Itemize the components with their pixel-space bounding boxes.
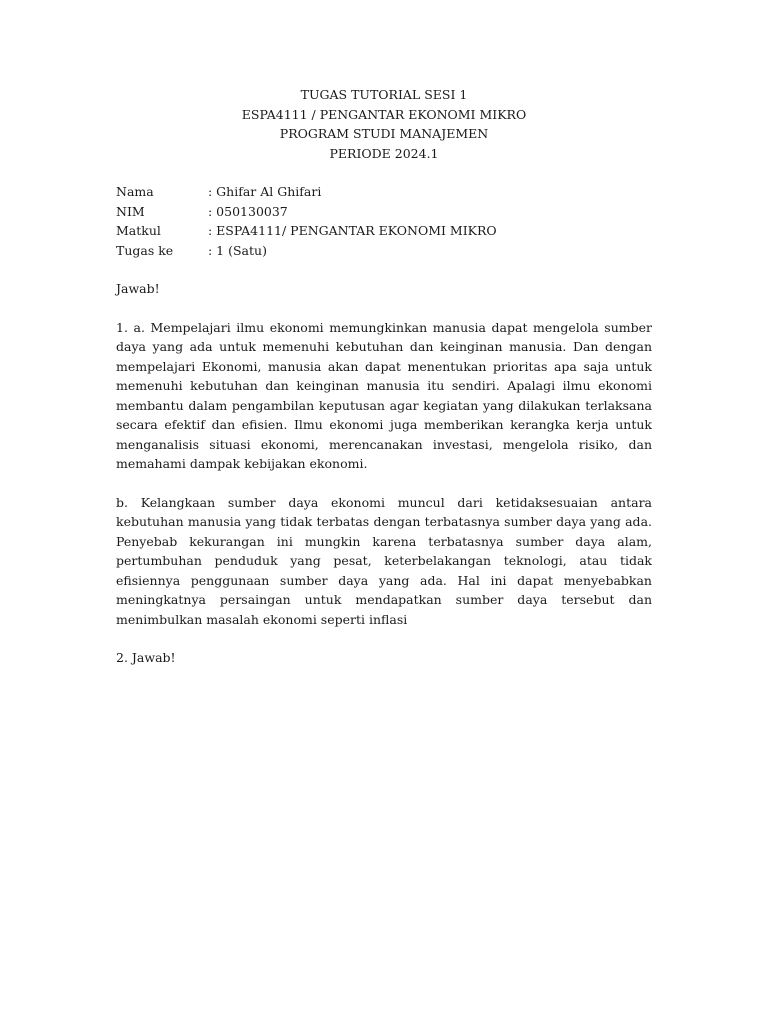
document-header bbox=[116, 85, 652, 163]
answer-text: Jawab! bbox=[131, 650, 176, 665]
info-value: : 050130037 bbox=[208, 203, 288, 219]
info-label: NIM bbox=[116, 203, 145, 219]
answer-1a bbox=[116, 318, 652, 474]
student-info bbox=[116, 182, 652, 260]
answer-2 bbox=[116, 648, 652, 668]
info-row-name bbox=[116, 182, 652, 202]
info-value: : ESPA4111/ PENGANTAR EKONOMI MIKRO bbox=[208, 223, 497, 238]
answer-number: 2. bbox=[116, 650, 128, 665]
document-page bbox=[116, 85, 652, 668]
info-row-course bbox=[116, 221, 652, 241]
info-label: Matkul bbox=[116, 223, 161, 238]
info-label: Nama bbox=[116, 184, 154, 199]
header-course: ESPA4111 / PENGANTAR EKONOMI MIKRO bbox=[241, 106, 527, 122]
answer-number: 1. bbox=[116, 319, 128, 335]
header-program: PROGRAM STUDI MANAJEMEN bbox=[279, 126, 489, 141]
answer-heading: Jawab! bbox=[116, 281, 160, 296]
info-row-nim bbox=[116, 202, 652, 222]
info-label: Tugas ke bbox=[116, 242, 174, 258]
answer-text: a. Mempelajari ilmu ekonomi memungkinkan manusia dapat mengelola sumber daya yang ada untuk memenuhi kebutuhan dan keinginan manusia. Dan dengan mempelajari Ekonomi, manusia akan dapat menentukan prioritas apa saja untuk memenuhi kebutuhan dan keinginan manusia itu sendiri. Apalagi ilmu ekonomi membantu dalam pengambilan keputusan agar kegiatan yang dilakukan terlaksana secara efektif dan efisien. Ilmu ekonomi juga memberikan kerangka kerja untuk menganalisis situasi ekonomi, merencanakan investasi, mengelola risiko, dan memahami dampak kebijakan ekonomi. bbox=[116, 319, 652, 471]
info-value: : 1 (Satu) bbox=[208, 242, 267, 258]
info-value: : Ghifar Al Ghifari bbox=[208, 184, 322, 199]
header-period: PERIODE 2024.1 bbox=[329, 145, 439, 161]
answer-1b: b. Kelangkaan sumber daya ekonomi muncul dari ketidaksesuaian antara kebutuhan manusia yang tidak terbatas dengan terbatasnya sumber daya yang ada. Penyebab kekurangan ini mungkin karena terbatasnya sumber daya alam, pertumbuhan penduduk yang pesat, keterbelakangan teknologi, atau tidak efisiennya penggunaan sumber daya yang ada. Hal ini dapat menyebabkan meningkatnya persaingan untuk mendapatkan sumber daya tersebut dan menimbulkan masalah ekonomi seperti inflasi bbox=[116, 494, 652, 627]
header-title: TUGAS TUTORIAL SESI 1 bbox=[300, 87, 468, 102]
info-row-assignment bbox=[116, 241, 652, 261]
